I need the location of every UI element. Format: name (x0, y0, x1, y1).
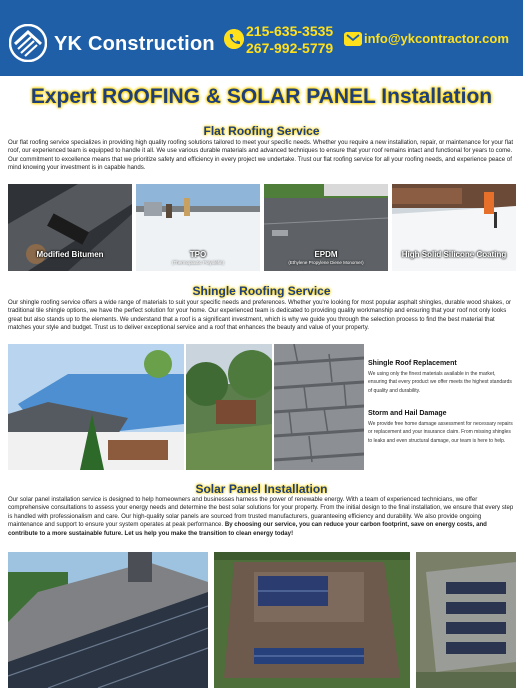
header-bar (0, 0, 523, 76)
photo-solar-commercial (416, 552, 516, 688)
tile-caption: TPO (189, 250, 207, 259)
shingle-roofing-description: Our shingle roofing service offers a wide range of materials to suit your specific needs and preferences. Whether you're looking for most popular asphalt shingles, durable wood shakes, or traditional tile shingle options, we have the perfect solution for your home. Our experienced team is dedicated to providing quality workmanship and ensuring that your roof not only looks great but also stands up to the elements. We understand that a roof is a significant investment, which is why we guide you through the selection process to find the best material that matches your style and budget. Trust us to deliver exceptional service and a roof that enhances the beauty and value of your property. (8, 299, 512, 332)
photo-modified-bitumen (8, 184, 132, 271)
photo-tpo (136, 184, 260, 271)
photo-silicone-coating (392, 184, 516, 271)
mail-icon (344, 32, 362, 46)
flat-roofing-heading-text: Flat Roofing Service (203, 124, 320, 138)
storm-damage-title: Storm and Hail Damage (368, 410, 447, 417)
photo-storm-damage (186, 344, 272, 470)
tile-subcaption: (Ethylene Propylene Diene Monomer) (288, 260, 364, 265)
shingle-roofing-heading-text: Shingle Roofing Service (192, 284, 331, 298)
solar-commercial-photo (416, 552, 516, 688)
phone-numbers (246, 23, 333, 57)
flat-roofing-heading (0, 122, 523, 140)
brand-name: YK Construction (54, 33, 215, 55)
solar-panel-description (8, 496, 516, 538)
shingle-closeup-photo (274, 344, 364, 470)
tile-caption: Modified Bitumen (36, 250, 104, 259)
photo-epdm (264, 184, 388, 271)
phone-number-1[interactable]: 215-635-3535 (246, 23, 334, 39)
page-title: Expert ROOFING & SOLAR PANEL Installation (30, 85, 493, 108)
solar-panel-text: Our solar panel installation service is designed to help homeowners and businesses harness the power of renewable energy. With a team of experienced technicians, we offer comprehensive consultations to assess your energy needs and determine the best solar solutions for your property. From the initial design to the final installation, we ensure that every step is handled with professionalism and care. Our high-quality solar panels are sourced from trusted manufacturers, guaranteeing efficiency and durability. We also provide ongoing maintenance and support to ensure your system operates at peak performance. (8, 496, 514, 529)
photo-solar-house (8, 552, 208, 688)
solar-house-photo (8, 552, 208, 688)
photo-solar-aerial (214, 552, 410, 688)
tile-caption: EPDM (314, 250, 338, 259)
solar-panel-callout: By choosing our service, you can reduce your carbon footprint, save on energy costs, and contribute to a more sustainable future. Let us help you make the transition to clean energy today! (8, 521, 487, 537)
phone-icon (224, 29, 244, 49)
solar-panel-heading-text: Solar Panel Installation (195, 482, 328, 496)
photo-shingle-closeup (274, 344, 364, 470)
email-link[interactable]: info@ykcontractor.com (364, 31, 509, 46)
roof-logo-icon (9, 24, 47, 62)
photo-shingle-house (8, 344, 184, 470)
flat-roofing-description: Our flat roofing service specializes in providing high quality roofing solutions tailored to meet your specific needs. Whether you require a new installation, repair, or maintenance for your flat roof, our experienced team is equipped to handle it all. We use various durable materials and advanced techniques to ensure that your roof remains intact and functional for years to come. Our commitment to excellence means that we prioritize safety and efficiency in every project we undertake. Trust our flat roofing service for all your roofing needs, and experience peace of mind knowing your investment is in capable hands. (8, 139, 514, 172)
solar-aerial-photo (214, 552, 410, 688)
tile-subcaption: (Thermoplastic Polyolefin) (171, 260, 225, 265)
tile-caption: High Solid Silicone Coating (401, 250, 507, 259)
shingle-roofing-heading (0, 282, 523, 300)
shingle-house-photo (8, 344, 184, 470)
storm-damage-photo (186, 344, 272, 470)
phone-number-2[interactable]: 267-992-5779 (246, 40, 334, 56)
shingle-replacement-text: We using only the finest materials available in the market, ensuring that every product we offer meets the highest standards of quality and durability. (368, 371, 512, 394)
shingle-replacement-title: Shingle Roof Replacement (368, 360, 457, 367)
storm-damage-text: We provide free home damage assessment for necessary repairs or replacement and your insurance claim. From missing shingles to leaks and even structural damage, our team is here to help. (368, 421, 513, 444)
